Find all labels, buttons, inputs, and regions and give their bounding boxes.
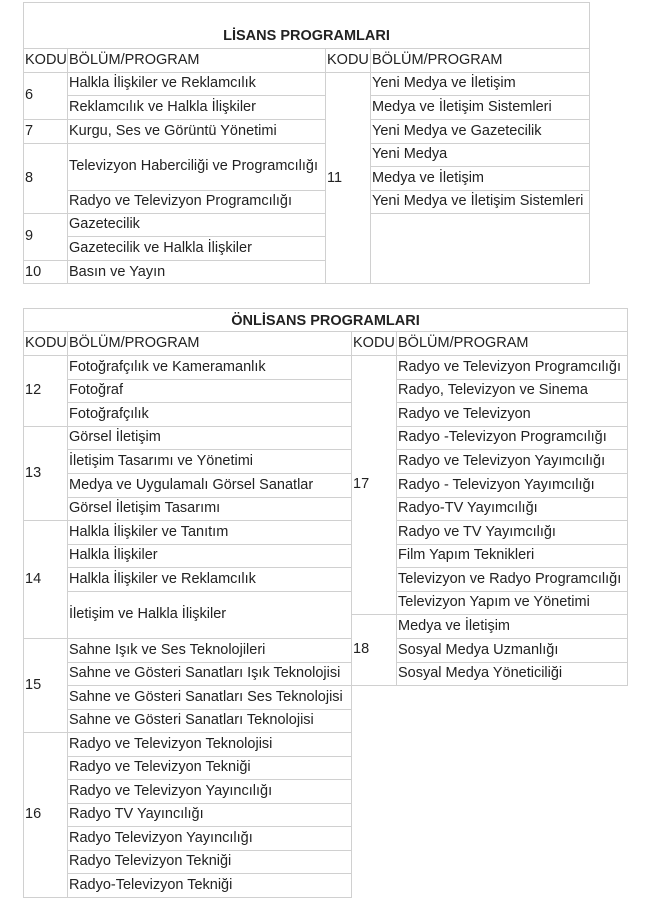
onlisans-program: Medya ve Uygulamalı Görsel Sanatlar	[69, 476, 314, 493]
table-border	[396, 497, 628, 498]
table-border	[370, 143, 590, 144]
lisans-program: Radyo ve Televizyon Programcılığı	[69, 193, 292, 210]
table-border	[67, 379, 351, 380]
onlisans-program: Televizyon ve Radyo Programcılığı	[398, 570, 622, 587]
table-border	[396, 449, 628, 450]
table-border	[396, 473, 628, 474]
onlisans-program: Sahne Işık ve Ses Teknolojileri	[69, 641, 266, 658]
onlisans-code-15: 15	[25, 676, 42, 693]
table-border	[396, 591, 628, 592]
lisans-program: Medya ve İletişim Sistemleri	[372, 98, 552, 115]
onlisans-program: Halkla İlişkiler ve Tanıtım	[69, 523, 229, 540]
onlisans-program: Radyo ve Televizyon Teknolojisi	[69, 735, 273, 752]
onlisans-left-kodu-header: KODU	[25, 334, 67, 351]
table-border	[23, 426, 351, 427]
table-border	[396, 426, 628, 427]
onlisans-code-18: 18	[353, 641, 370, 658]
table-border	[23, 897, 352, 898]
lisans-title: LİSANS PROGRAMLARI	[223, 28, 390, 44]
table-border	[23, 520, 351, 521]
onlisans-program: Radyo TV Yayıncılığı	[69, 806, 204, 823]
table-border	[370, 119, 590, 120]
table-border	[370, 48, 371, 284]
onlisans-program: Görsel İletişim	[69, 429, 161, 446]
onlisans-program: Radyo-Televizyon Tekniği	[69, 876, 233, 893]
lisans-code-11: 11	[327, 169, 343, 186]
table-border	[67, 95, 325, 96]
table-border	[23, 119, 325, 120]
lisans-code-10: 10	[25, 263, 42, 280]
table-border	[23, 72, 590, 73]
table-border	[67, 402, 351, 403]
table-border	[325, 48, 326, 284]
table-border	[67, 48, 68, 284]
onlisans-program: Halkla İlişkiler	[69, 547, 158, 564]
lisans-code-8: 8	[25, 169, 34, 186]
table-border	[23, 308, 628, 309]
table-border	[370, 166, 590, 167]
table-border	[67, 567, 351, 568]
table-border	[23, 143, 325, 144]
table-border	[23, 213, 325, 214]
onlisans-program: Görsel İletişim Tasarımı	[69, 500, 221, 517]
lisans-program: Yeni Medya ve İletişim	[372, 75, 516, 92]
table-border	[396, 379, 628, 380]
lisans-program: Gazetecilik	[69, 216, 140, 233]
onlisans-program: Radyo - Televizyon Yayımcılığı	[398, 476, 595, 493]
onlisans-program: İletişim Tasarımı ve Yönetimi	[69, 452, 253, 469]
onlisans-program: Sosyal Medya Uzmanlığı	[398, 641, 559, 658]
onlisans-program: Radyo-TV Yayımcılığı	[398, 500, 538, 517]
table-border	[67, 473, 351, 474]
onlisans-program: Radyo ve TV Yayımcılığı	[398, 523, 556, 540]
lisans-program: Televizyon Haberciliği ve Programcılığı	[69, 158, 319, 175]
lisans-left-program-header: BÖLÜM/PROGRAM	[69, 51, 200, 68]
table-border	[67, 591, 351, 592]
table-border	[67, 449, 351, 450]
onlisans-right-kodu-header: KODU	[353, 334, 395, 351]
onlisans-program: Sahne ve Gösteri Sanatları Işık Teknolojisi	[69, 665, 341, 682]
table-border	[23, 331, 628, 332]
table-border	[396, 331, 397, 686]
onlisans-left-program-header: BÖLÜM/PROGRAM	[69, 334, 200, 351]
onlisans-program: Fotoğrafçılık	[69, 405, 149, 422]
onlisans-program: Radyo ve Televizyon Programcılığı	[398, 358, 621, 375]
onlisans-code-17: 17	[353, 476, 370, 493]
table-border	[67, 826, 351, 827]
onlisans-program: İletişim ve Halkla İlişkiler	[69, 606, 227, 623]
table-border	[396, 544, 628, 545]
onlisans-code-14: 14	[25, 570, 42, 587]
table-border	[23, 638, 351, 639]
lisans-program: Medya ve İletişim	[372, 169, 485, 186]
onlisans-program: Radyo ve Televizyon Yayıncılığı	[69, 782, 273, 799]
lisans-code-7: 7	[25, 122, 34, 139]
table-border	[370, 95, 590, 96]
lisans-program: Yeni Medya	[372, 146, 448, 163]
onlisans-program: Radyo Televizyon Yayıncılığı	[69, 829, 253, 846]
table-border	[67, 756, 351, 757]
onlisans-code-12: 12	[25, 382, 42, 399]
lisans-program: Yeni Medya ve Gazetecilik	[372, 122, 542, 139]
table-border	[396, 567, 628, 568]
onlisans-program: Televizyon Yapım ve Yönetimi	[398, 594, 590, 611]
onlisans-program: Radyo -Televizyon Programcılığı	[398, 429, 607, 446]
table-border	[67, 803, 351, 804]
onlisans-program: Medya ve İletişim	[398, 617, 511, 634]
table-border	[67, 709, 351, 710]
onlisans-program: Fotoğrafçılık ve Kameramanlık	[69, 358, 266, 375]
table-border	[396, 662, 628, 663]
table-border	[67, 779, 351, 780]
table-border	[396, 520, 628, 521]
table-border	[67, 497, 351, 498]
table-border	[67, 873, 351, 874]
lisans-program: Gazetecilik ve Halkla İlişkiler	[69, 239, 252, 256]
lisans-left-kodu-header: KODU	[25, 51, 67, 68]
onlisans-program: Sosyal Medya Yöneticiliği	[398, 665, 563, 682]
table-border	[23, 48, 590, 49]
table-border	[396, 638, 628, 639]
lisans-program: Yeni Medya ve İletişim Sistemleri	[372, 193, 584, 210]
onlisans-program: Radyo ve Televizyon Yayımcılığı	[398, 452, 606, 469]
onlisans-program: Film Yapım Teknikleri	[398, 547, 535, 564]
table-border	[67, 662, 351, 663]
table-border	[23, 283, 590, 284]
table-border	[67, 236, 325, 237]
onlisans-code-16: 16	[25, 806, 42, 823]
lisans-program: Basın ve Yayın	[69, 263, 166, 280]
table-border	[370, 213, 590, 214]
onlisans-program: Sahne ve Gösteri Sanatları Teknolojisi	[69, 712, 314, 729]
table-border	[23, 2, 590, 3]
table-border	[67, 850, 351, 851]
table-border	[67, 685, 351, 686]
table-border	[23, 355, 628, 356]
table-border	[351, 614, 628, 615]
table-border	[67, 331, 68, 898]
table-border	[23, 308, 24, 898]
table-border	[23, 732, 351, 733]
table-border	[67, 190, 325, 191]
onlisans-program: Halkla İlişkiler ve Reklamcılık	[69, 570, 256, 587]
onlisans-program: Fotoğraf	[69, 382, 123, 399]
table-border	[396, 402, 628, 403]
lisans-program: Reklamcılık ve Halkla İlişkiler	[69, 98, 256, 115]
lisans-program: Kurgu, Ses ve Görüntü Yönetimi	[69, 122, 277, 139]
onlisans-program: Radyo ve Televizyon Tekniği	[69, 759, 251, 776]
table-border	[23, 260, 325, 261]
lisans-code-6: 6	[25, 87, 34, 104]
onlisans-title: ÖNLİSANS PROGRAMLARI	[231, 313, 420, 329]
onlisans-program: Radyo ve Televizyon	[398, 405, 531, 422]
lisans-program: Halkla İlişkiler ve Reklamcılık	[69, 75, 256, 92]
onlisans-program: Radyo Televizyon Tekniği	[69, 853, 232, 870]
onlisans-program: Radyo, Televizyon ve Sinema	[398, 382, 588, 399]
onlisans-program: Sahne ve Gösteri Sanatları Ses Teknolojisi	[69, 688, 343, 705]
table-border	[370, 190, 590, 191]
onlisans-code-13: 13	[25, 464, 42, 481]
lisans-code-9: 9	[25, 228, 34, 245]
onlisans-right-program-header: BÖLÜM/PROGRAM	[398, 334, 529, 351]
table-border	[351, 685, 628, 686]
lisans-right-program-header: BÖLÜM/PROGRAM	[372, 51, 503, 68]
lisans-right-kodu-header: KODU	[327, 51, 369, 68]
table-border	[67, 544, 351, 545]
